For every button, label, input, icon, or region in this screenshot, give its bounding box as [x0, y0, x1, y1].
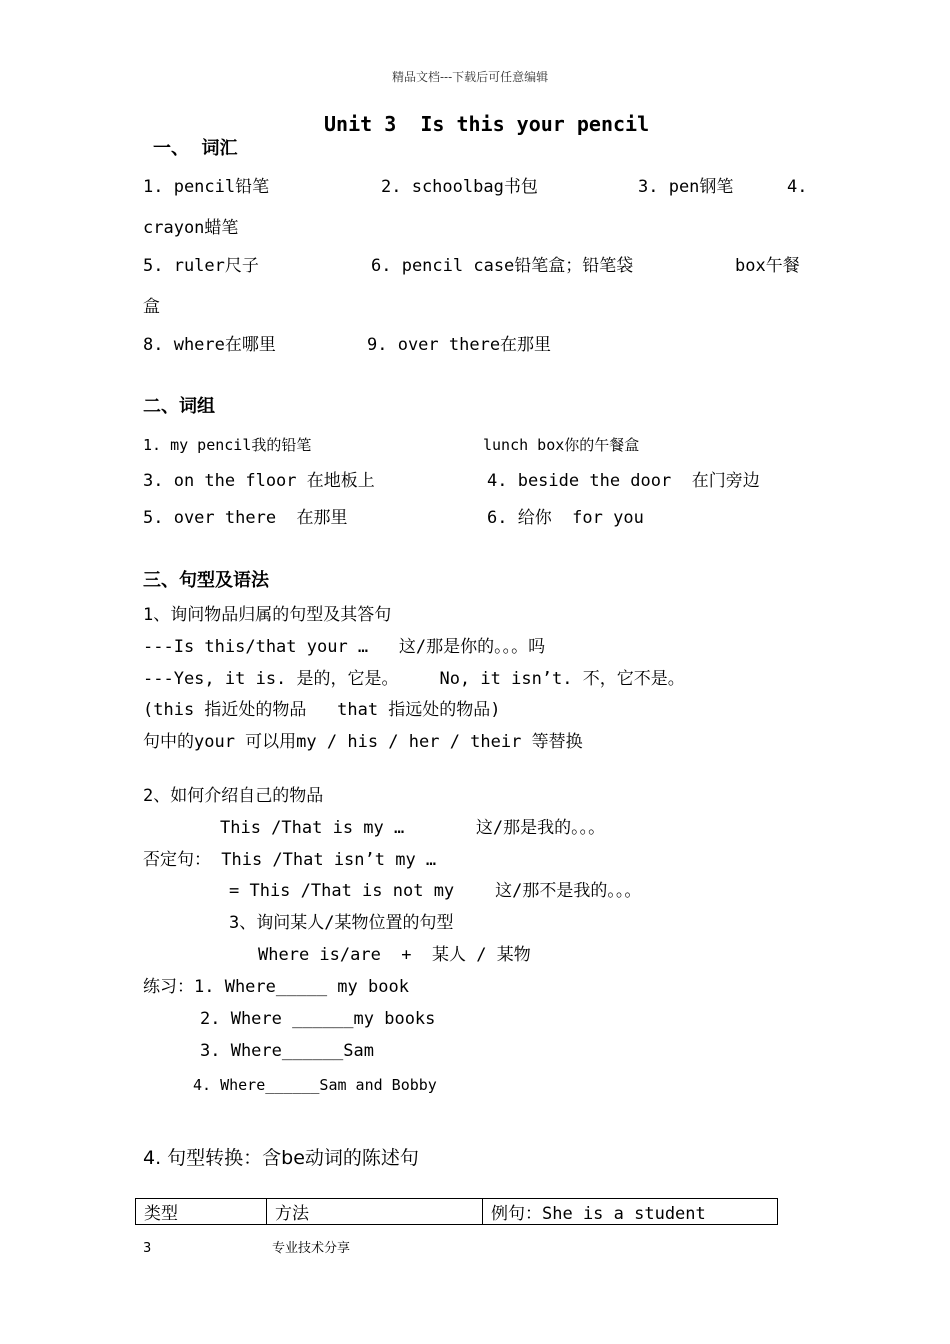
vocab-item: 1. pencil铅笔 [143, 177, 270, 197]
phrase-item: 4. beside the door 在门旁边 [487, 471, 760, 491]
grammar-line: ---Is this/that your … 这/那是你的。。。吗 [143, 637, 546, 657]
grammar-line: 3、询问某人/某物位置的句型 [229, 913, 454, 933]
grammar-line: 2、如何介绍自己的物品 [143, 786, 324, 806]
conversion-table [135, 1198, 778, 1225]
table-row [136, 1199, 778, 1225]
table-header-cell: 例句：She is a student [483, 1199, 778, 1225]
phrase-item: 3. on the floor 在地板上 [143, 471, 375, 491]
vocab-item: 2. schoolbag书包 [381, 177, 538, 197]
phrases-heading: 二、词组 [143, 396, 215, 417]
table-header-cell: 方法 [267, 1199, 483, 1225]
vocab-item: 5. ruler尺子 [143, 256, 259, 276]
grammar-line: Where is/are + 某人 / 某物 [258, 945, 531, 965]
phrase-item: lunch box你的午餐盒 [483, 436, 640, 454]
phrase-item: 6. 给你 for you [487, 508, 644, 528]
vocab-item: 9. over there在那里 [367, 335, 552, 355]
phrase-item: 5. over there 在那里 [143, 508, 348, 528]
vocab-item: 3. pen钢笔 [638, 177, 734, 197]
page-title: Unit 3 Is this your pencil [324, 112, 650, 136]
vocab-item: 盒 [143, 297, 160, 317]
grammar-line: (this 指近处的物品 that 指远处的物品) [143, 700, 501, 720]
grammar-line: 句中的your 可以用my / his / her / their 等替换 [143, 732, 583, 752]
grammar-line: 1、询问物品归属的句型及其答句 [143, 605, 392, 625]
exercise-item: 练习：1. Where_____ my book [143, 977, 409, 997]
vocab-item: 6. pencil case铅笔盒；铅笔袋 [371, 256, 634, 276]
grammar-line: This /That is my … 这/那是我的。。。 [220, 818, 606, 838]
exercise-item: 4. Where______Sam and Bobby [193, 1076, 437, 1094]
table-header-cell: 类型 [136, 1199, 267, 1225]
page-number: 3 [143, 1241, 152, 1256]
phrase-item: 1. my pencil我的铅笔 [143, 436, 312, 454]
vocab-heading: 一、 词汇 [153, 138, 238, 159]
footer-text: 专业技术分享 [272, 1241, 351, 1256]
grammar-line: 否定句： This /That isn’t my … [143, 850, 437, 870]
grammar-line: = This /That is not my 这/那不是我的。。。 [229, 881, 642, 901]
vocab-item: 8. where在哪里 [143, 335, 276, 355]
vocab-item: 4. [787, 177, 808, 197]
page-header: 精品文档---下载后可任意编辑 [392, 70, 549, 84]
grammar-line: ---Yes, it is. 是的，它是。 No, it isn’t. 不，它不是。 [143, 669, 685, 689]
exercise-item: 2. Where ______my books [200, 1009, 436, 1029]
grammar-line: 4. 句型转换：含be动词的陈述句 [143, 1147, 419, 1169]
exercise-item: 3. Where______Sam [200, 1041, 374, 1061]
vocab-item: box午餐 [735, 256, 800, 276]
vocab-item: crayon蜡笔 [143, 218, 239, 238]
grammar-heading: 三、句型及语法 [143, 570, 269, 591]
